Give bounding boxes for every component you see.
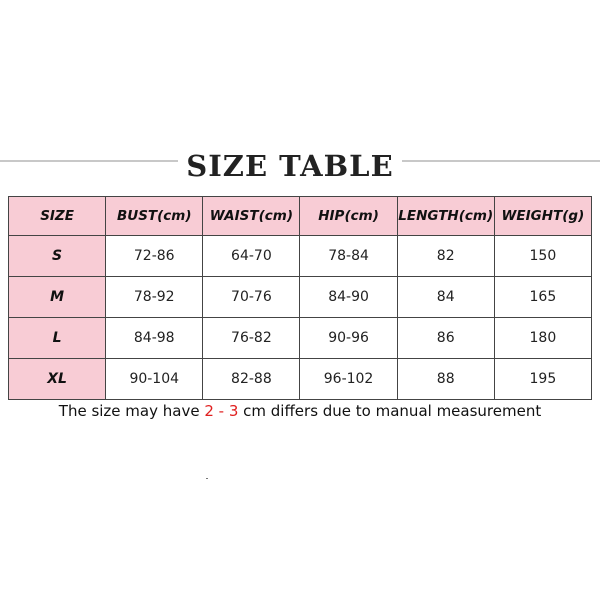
column-header-size: SIZE <box>9 197 106 236</box>
page-title: SIZE TABLE <box>186 149 394 183</box>
measurement-note <box>0 402 600 420</box>
stray-dot <box>206 478 208 479</box>
bust-cell: 78-92 <box>106 277 203 318</box>
size-cell: L <box>9 318 106 359</box>
note-range-dash: - <box>213 402 229 420</box>
size-table <box>8 196 592 400</box>
size-cell: XL <box>9 359 106 400</box>
note-range-end: 3 <box>228 402 239 420</box>
title-rule-right <box>402 160 600 162</box>
weight-cell: 195 <box>494 359 591 400</box>
bust-cell: 90-104 <box>106 359 203 400</box>
table-header-row <box>9 197 592 236</box>
hip-cell: 96-102 <box>300 359 397 400</box>
table-row <box>9 277 592 318</box>
length-cell: 88 <box>397 359 494 400</box>
note-suffix: cm differs due to manual measurement <box>238 402 542 420</box>
waist-cell: 64-70 <box>203 236 300 277</box>
hip-cell: 78-84 <box>300 236 397 277</box>
weight-cell: 180 <box>494 318 591 359</box>
hip-cell: 84-90 <box>300 277 397 318</box>
title-rule-left <box>0 160 178 162</box>
bust-cell: 72-86 <box>106 236 203 277</box>
size-cell: S <box>9 236 106 277</box>
waist-cell: 70-76 <box>203 277 300 318</box>
column-header-bust: BUST(cm) <box>106 197 203 236</box>
note-range-start: 2 <box>204 402 214 420</box>
waist-cell: 76-82 <box>203 318 300 359</box>
length-cell: 84 <box>397 277 494 318</box>
waist-cell: 82-88 <box>203 359 300 400</box>
weight-cell: 150 <box>494 236 591 277</box>
column-header-waist: WAIST(cm) <box>203 197 300 236</box>
weight-cell: 165 <box>494 277 591 318</box>
table-row <box>9 359 592 400</box>
column-header-hip: HIP(cm) <box>300 197 397 236</box>
table-row <box>9 318 592 359</box>
hip-cell: 90-96 <box>300 318 397 359</box>
size-cell: M <box>9 277 106 318</box>
bust-cell: 84-98 <box>106 318 203 359</box>
note-prefix: The size may have <box>58 402 205 420</box>
column-header-length: LENGTH(cm) <box>397 197 494 236</box>
length-cell: 86 <box>397 318 494 359</box>
column-header-weight: WEIGHT(g) <box>494 197 591 236</box>
length-cell: 82 <box>397 236 494 277</box>
table-row <box>9 236 592 277</box>
